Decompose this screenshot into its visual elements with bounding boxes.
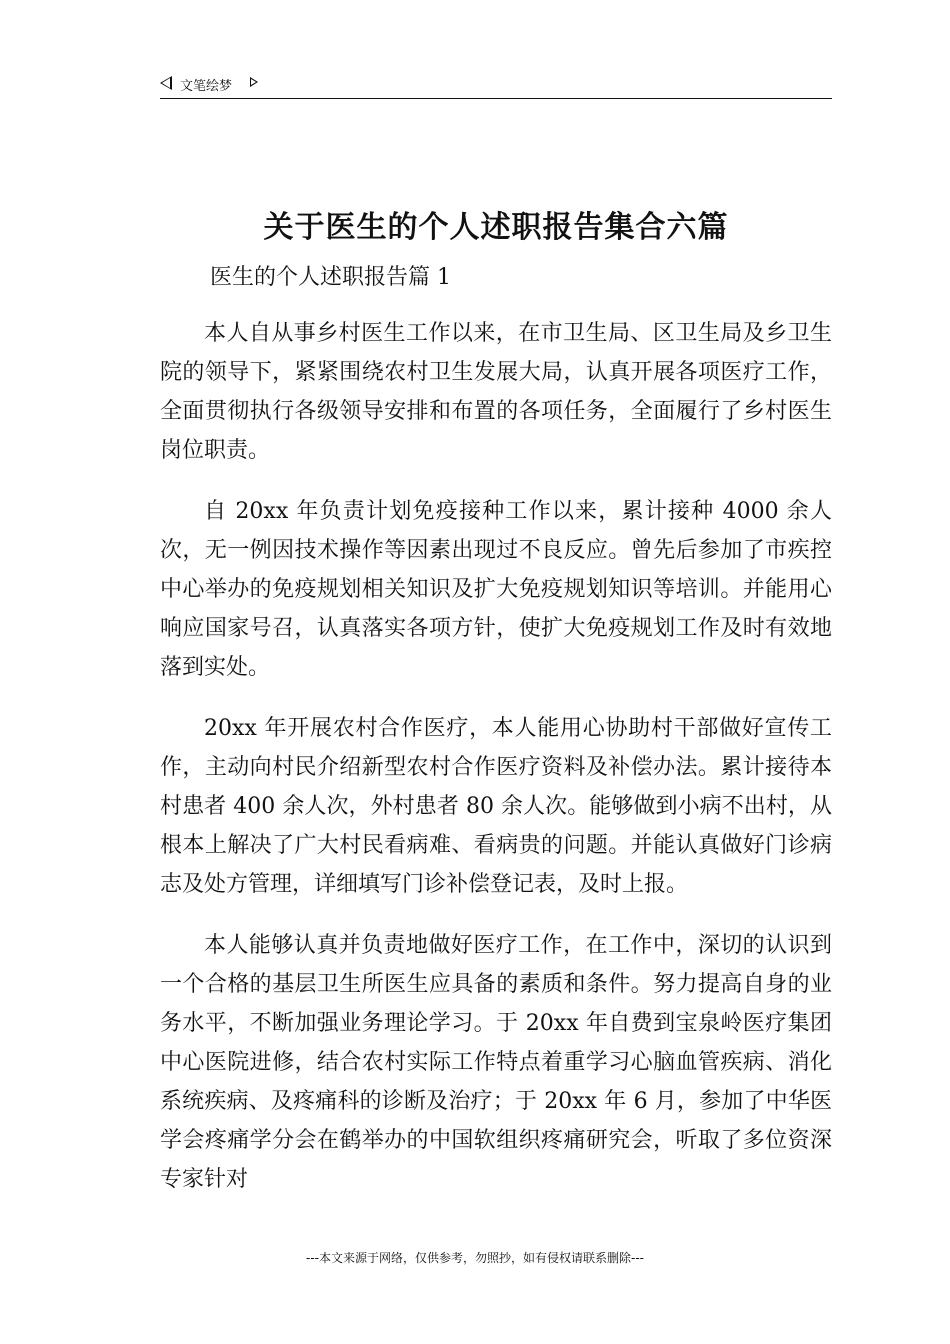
body-paragraph: 本人自从事乡村医生工作以来，在市卫生局、区卫生局及乡卫生院的领导下，紧紧围绕农村卫生发展大局，认真开展各项医疗工作，全面贯彻执行各级领导安排和布置的各项任务，全面履行了乡村医生岗位职责。 xyxy=(160,321,832,463)
page-header xyxy=(160,74,832,98)
body-paragraph: 20xx 年开展农村合作医疗，本人能用心协助村干部做好宣传工作，主动向村民介绍新型农村合作医疗资料及补偿办法。累计接待本村患者 400 余人次，外村患者 80 余人次。能够做到小病不出村，从根本上解决了广大村民看病难、看病贵的问题。并能认真做好门诊病志及处方管理，详细填写门诊补偿登记表，及时上报。 xyxy=(160,716,832,897)
document-body xyxy=(160,314,832,1221)
triangle-right-icon xyxy=(250,77,258,87)
document-title: 关于医生的个人述职报告集合六篇 xyxy=(263,210,729,245)
body-paragraph: 本人能够认真并负责地做好医疗工作，在工作中，深切的认识到一个合格的基层卫生所医生应具备的素质和条件。努力提高自身的业务水平，不断加强业务理论学习。于 20xx 年自费到宝泉岭医疗集团中心医院进修，结合农村实际工作特点着重学习心脑血管疾病、消化系统疾病、及疼痛科的诊断及治疗；于 20xx 年 6 月，参加了中华医学会疼痛学分会在鹤举办的中国软组织疼痛研究会，听取了多位资深专家针对 xyxy=(160,933,832,1192)
footer-disclaimer: ---本文来源于网络，仅供参考，勿照抄，如有侵权请联系删除--- xyxy=(306,1251,644,1265)
header-brand: 文笔绘梦 xyxy=(180,79,233,94)
triangle-left-icon xyxy=(160,76,172,90)
header-divider xyxy=(160,98,832,99)
body-paragraph: 自 20xx 年负责计划免疫接种工作以来，累计接种 4000 余人次，无一例因技术操作等因素出现过不良反应。曾先后参加了市疾控中心举办的免疫规划相关知识及扩大免疫规划知识等培训。并能用心响应国家号召，认真落实各项方针，使扩大免疫规划工作及时有效地落到实处。 xyxy=(160,499,832,680)
document-subtitle: 医生的个人述职报告篇 1 xyxy=(210,265,451,290)
